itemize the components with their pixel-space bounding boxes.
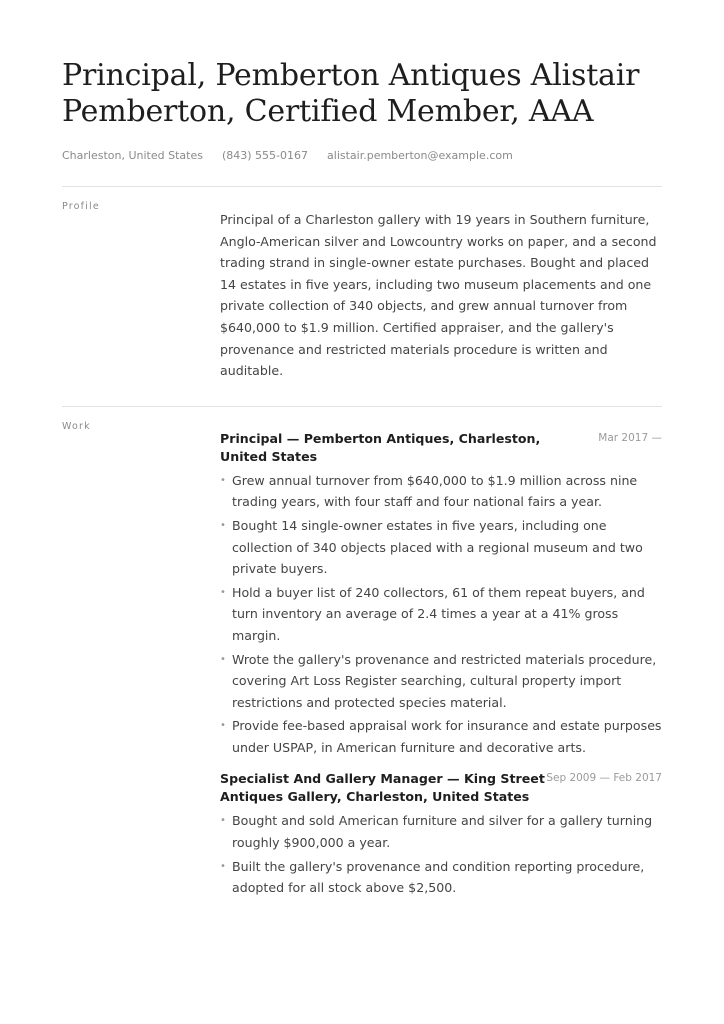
job-bullet-text: Bought 14 single-owner estates in five years, including one collection of 340 objects placed with a regional museum and two private buyers. <box>232 517 643 577</box>
job-entry <box>220 770 662 898</box>
profile-section <box>62 187 662 406</box>
job-bullets <box>220 810 662 898</box>
email-link[interactable]: alistair.pemberton@example.com <box>327 149 513 162</box>
job-bullet <box>220 715 662 758</box>
bullet-icon: • <box>220 519 226 531</box>
work-section <box>62 407 662 911</box>
job-header <box>220 770 662 806</box>
profile-summary: Principal of a Charleston gallery with 19 years in Southern furniture, Anglo-American silver and Lowcountry works on paper, and a second trading strand in single-owner estate purchases. Bought and placed 14 estates in five years, including two museum placements and one private collection of 340 objects, and grew annual turnover from $640,000 to $1.9 million. Certified appraiser, and the gallery's provenance and restricted materials procedure is written and auditable. <box>220 212 657 379</box>
work-label: Work <box>62 420 91 432</box>
job-bullet-text: Provide fee-based appraisal work for insurance and estate purposes under USPAP, in American furniture and decorative arts. <box>232 718 662 755</box>
phone-text: (843) 555-0167 <box>221 149 309 162</box>
job-bullet <box>220 649 662 714</box>
job-title: Principal — Pemberton Antiques, Charleston, United States <box>220 430 541 464</box>
bullet-icon: • <box>220 815 226 827</box>
job-bullet <box>220 810 662 853</box>
bullet-icon: • <box>220 720 226 732</box>
job-bullets <box>220 470 662 759</box>
bullet-icon: • <box>220 474 226 486</box>
job-entry <box>220 430 662 759</box>
job-bullet-text: Bought and sold American furniture and silver for a gallery turning roughly $900,000 a year. <box>232 813 653 851</box>
job-header <box>220 430 662 466</box>
job-bullet-text: Grew annual turnover from $640,000 to $1.9 million across nine trading years, with four staff and four national fairs a year. <box>232 472 638 510</box>
job-bullet <box>220 515 662 580</box>
job-bullet <box>220 582 662 647</box>
job-dates: Mar 2017 — <box>598 431 662 444</box>
job-title: Specialist And Gallery Manager — King Street Antiques Gallery, Charleston, United States <box>220 771 545 805</box>
contact-line <box>62 149 662 162</box>
location-text: Charleston, United States <box>62 149 203 162</box>
job-dates: Sep 2009 — Feb 2017 <box>546 772 662 785</box>
job-bullet-text: Wrote the gallery's provenance and restricted materials procedure, covering Art Loss Register searching, cultural property import restrictions and protected species material. <box>232 651 657 710</box>
job-bullet <box>220 856 662 899</box>
job-bullet <box>220 470 662 513</box>
bullet-icon: • <box>220 586 226 598</box>
profile-label: Profile <box>62 201 100 212</box>
bullet-icon: • <box>220 653 226 665</box>
resume-page <box>62 58 662 911</box>
bullet-icon: • <box>220 860 226 872</box>
job-bullet-text: Built the gallery's provenance and condition reporting procedure, adopted for all stock above $2,500. <box>232 858 645 896</box>
profile-body <box>220 201 662 382</box>
work-body <box>220 421 662 911</box>
job-bullet-text: Hold a buyer list of 240 collectors, 61 of them repeat buyers, and turn inventory an average of 2.4 times a year at a 41% gross margin. <box>232 584 645 643</box>
candidate-name: Principal, Pemberton Antiques Alistair Pemberton, Certified Member, AAA <box>62 58 640 129</box>
